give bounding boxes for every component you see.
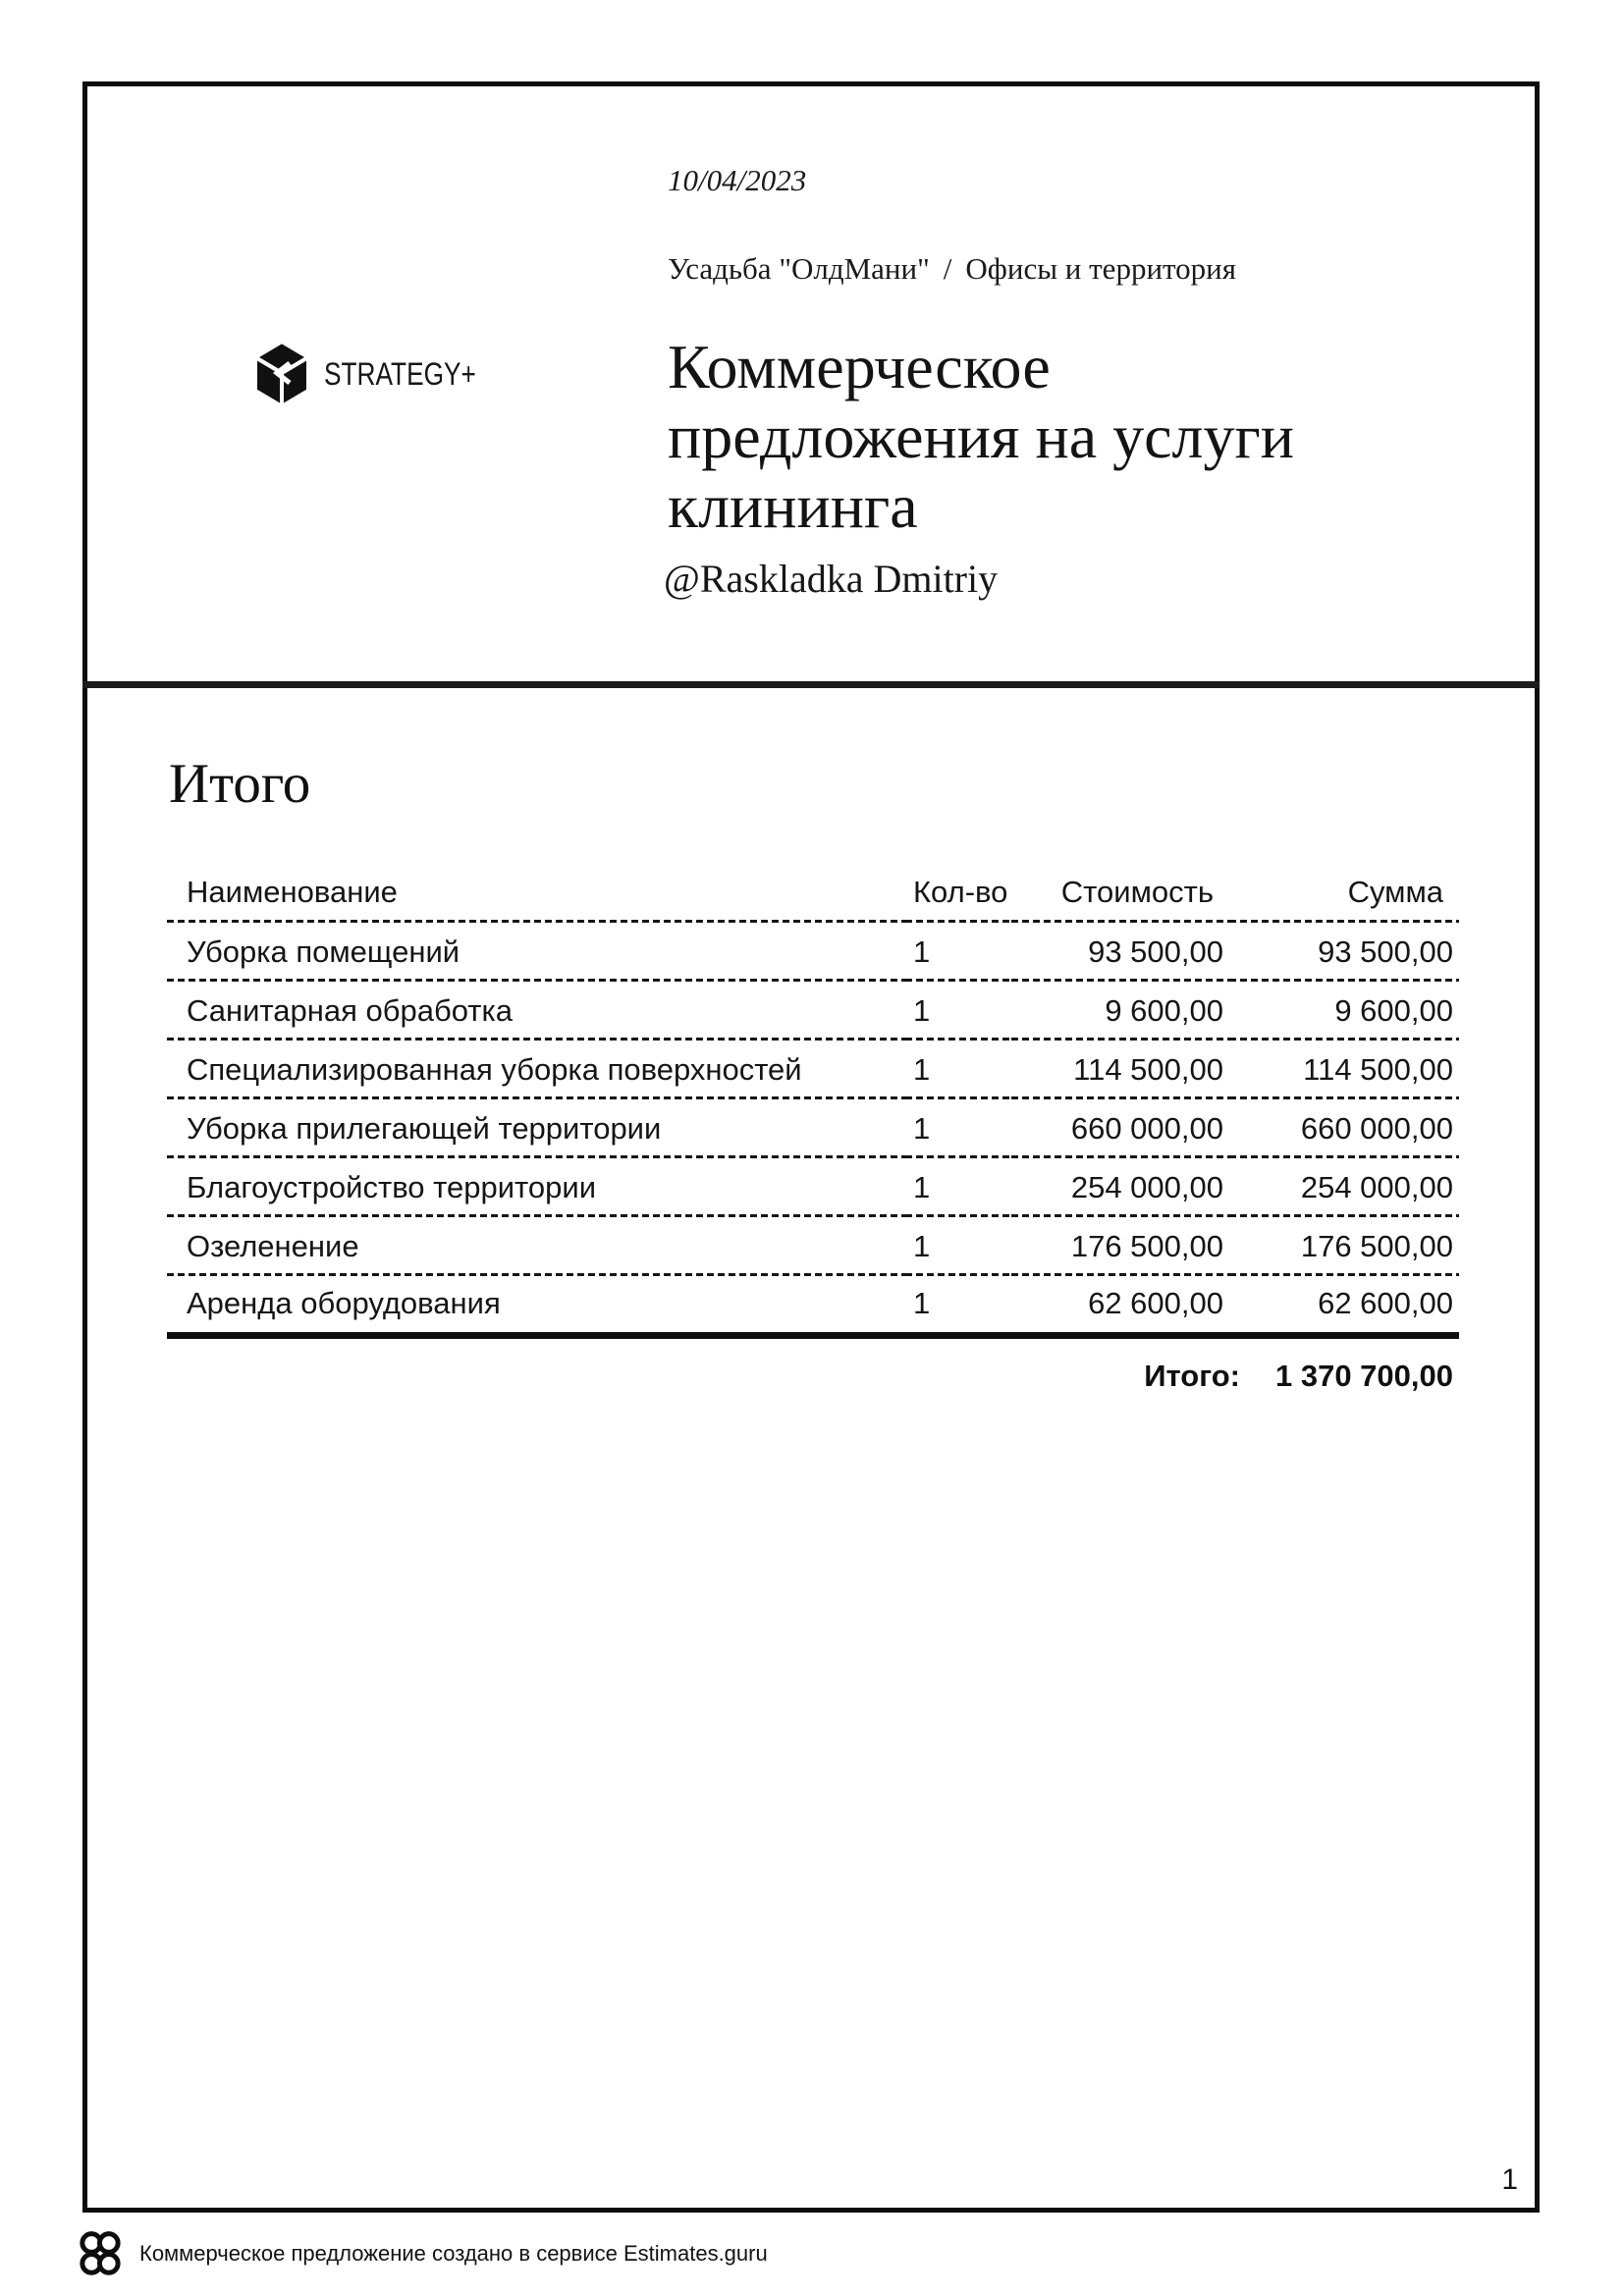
column-header-price: Стоимость [1011,862,1229,923]
cell-price: 114 500,00 [1011,1041,1229,1099]
breadcrumb-separator: / [943,251,952,286]
cell-price: 176 500,00 [1011,1217,1229,1276]
document-author: @Raskladka Dmitriy [664,557,999,601]
column-header-name: Наименование [167,862,905,923]
document-title-line: клининга [668,471,918,541]
cell-sum: 660 000,00 [1229,1099,1459,1158]
document-title [668,332,1294,541]
table-row [167,982,1459,1041]
total-value: 1 370 700,00 [1274,1359,1453,1393]
breadcrumb-section: Офисы и территория [965,251,1237,286]
cell-sum: 93 500,00 [1229,923,1459,982]
summary-table-body [167,923,1459,1335]
cell-sum: 254 000,00 [1229,1158,1459,1217]
cell-sum: 114 500,00 [1229,1041,1459,1099]
header-body-divider [82,681,1540,688]
cell-name: Благоустройство территории [167,1158,905,1217]
table-row [167,923,1459,982]
cell-price: 254 000,00 [1011,1158,1229,1217]
cell-qty: 1 [905,1276,1011,1335]
cell-name: Специализированная уборка поверхностей [167,1041,905,1099]
cell-qty: 1 [905,1217,1011,1276]
cell-name: Санитарная обработка [167,982,905,1041]
cell-name: Озеленение [167,1217,905,1276]
breadcrumb-project: Усадьба "ОлдМани" [668,251,930,286]
cell-name: Уборка прилегающей территории [167,1099,905,1158]
cell-price: 9 600,00 [1011,982,1229,1041]
brand-name: STRATEGY+ [324,355,476,392]
column-header-sum: Сумма [1229,862,1459,923]
column-header-qty: Кол-во [905,862,1011,923]
strategy-cube-icon [251,340,312,408]
total-label: Итого: [1144,1359,1240,1393]
cell-qty: 1 [905,1099,1011,1158]
cell-sum: 62 600,00 [1229,1276,1459,1335]
summary-table-head [167,862,1459,923]
cell-name: Уборка помещений [167,923,905,982]
table-row [167,1217,1459,1276]
breadcrumb [668,251,1236,287]
estimates-guru-clover-icon [79,2230,122,2277]
cell-qty: 1 [905,1158,1011,1217]
cell-name: Аренда оборудования [167,1276,905,1335]
summary-table [167,862,1459,1339]
page-number: 1 [1501,2163,1518,2196]
cell-qty: 1 [905,1041,1011,1099]
table-row [167,1099,1459,1158]
document-title-line: предложения на услуги [668,401,1294,471]
totals-row [167,1359,1459,1394]
section-heading: Итого [169,753,311,815]
service-footer [79,2230,768,2277]
cell-sum: 9 600,00 [1229,982,1459,1041]
table-header-row [167,862,1459,923]
table-row [167,1158,1459,1217]
brand-logo [251,340,510,408]
cell-price: 93 500,00 [1011,923,1229,982]
footer-note: Коммерческое предложение создано в сервисе Estimates.guru [139,2241,768,2266]
cell-qty: 1 [905,923,1011,982]
document-date: 10/04/2023 [668,163,807,197]
table-row [167,1276,1459,1335]
cell-qty: 1 [905,982,1011,1041]
document-title-line: Коммерческое [668,332,1051,401]
table-row [167,1041,1459,1099]
cell-price: 62 600,00 [1011,1276,1229,1335]
cell-sum: 176 500,00 [1229,1217,1459,1276]
cell-price: 660 000,00 [1011,1099,1229,1158]
